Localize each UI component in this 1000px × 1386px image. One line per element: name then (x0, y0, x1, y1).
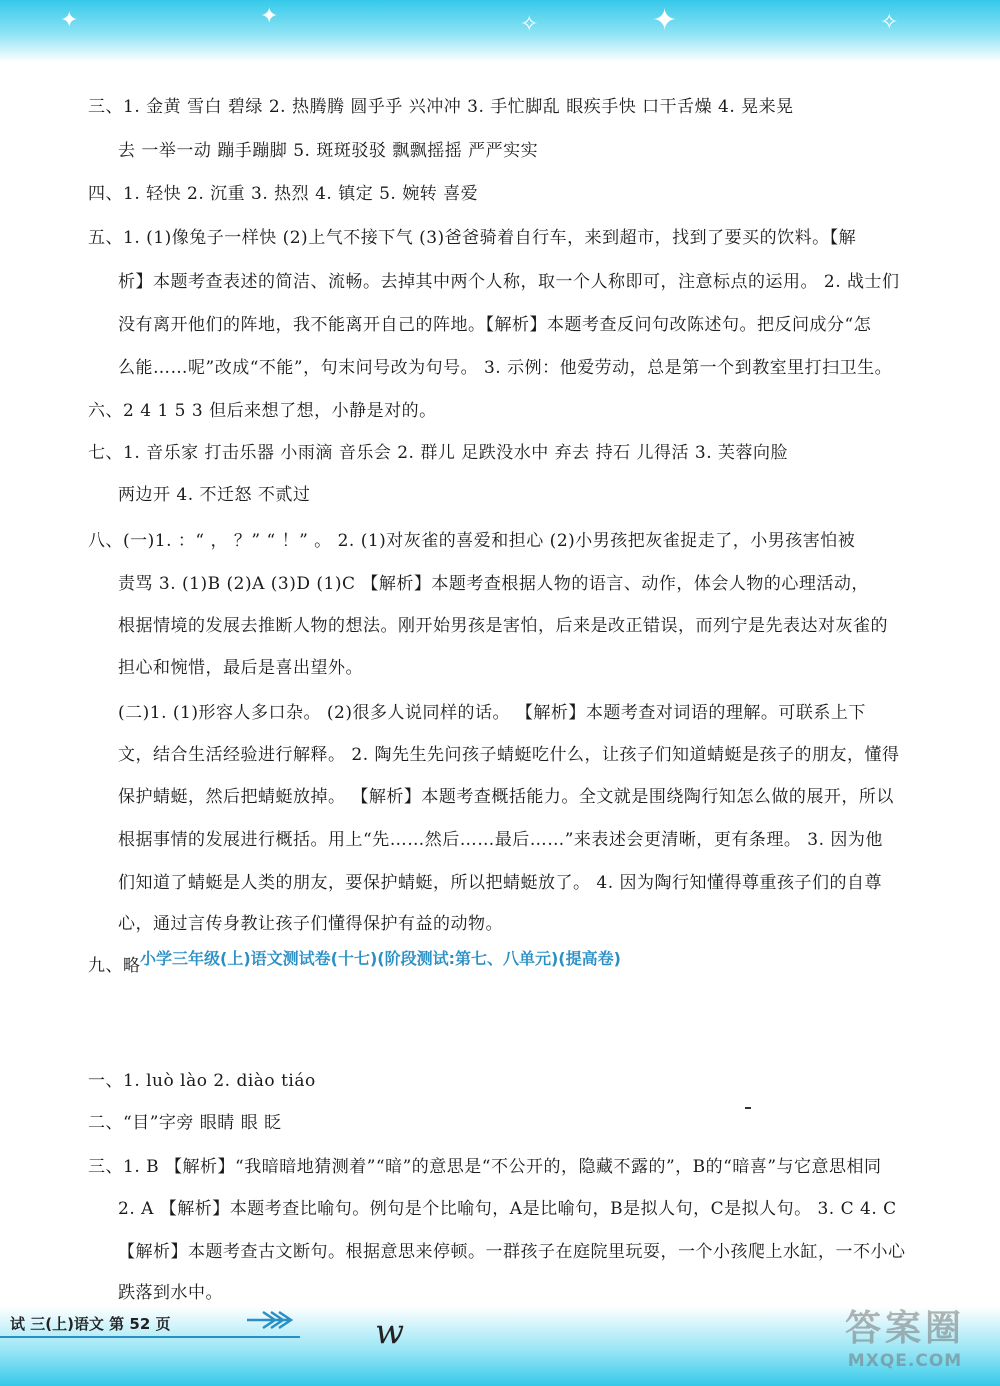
watermark-logo (820, 1300, 990, 1376)
sparkle-icon: ✦ (652, 3, 678, 38)
watermark-text: 答案圈 (844, 1308, 965, 1349)
answer-line: 担心和惋惜，最后是喜出望外。 (118, 658, 363, 678)
answer-line: 五、1. (1)像兔子一样快 (2)上气不接下气 (3)爸爸骑着自行车，来到超市，找到了要买的饮料。【解 (88, 228, 857, 248)
answer-line: 六、2 4 1 5 3 但后来想了想，小静是对的。 (88, 401, 437, 421)
sparkle-icon: ✦ (60, 8, 79, 33)
answer-line: 八、(一)1. ：“ ， ？” “ ！” 。 2. (1)对灰雀的喜爱和担心 (2)小男孩把灰雀捉走了，小男孩害怕被 (88, 531, 856, 551)
answer-line: (二)1. (1)形容人多口杂。 (2)很多人说同样的话。 【解析】本题考查对词语的理解。可联系上下 (118, 703, 866, 723)
section-title: 小学三年级(上)语文测试卷(十七)(阶段测试:第七、八单元)(提高卷) (140, 949, 621, 968)
answer-line: 保护蜻蜓，然后把蜻蜓放掉。 【解析】本题考查概括能力。全文就是围绕陶行知怎么做的展开，所以 (118, 787, 894, 807)
sparkle-icon: ✦ (260, 4, 279, 29)
answer-line: 三、1. 金黄 雪白 碧绿 2. 热腾腾 圆乎乎 兴冲冲 3. 手忙脚乱 眼疾手快 口干舌燥 4. 晃来晃 (88, 97, 794, 117)
watermark-url: MXQE.COM (847, 1351, 963, 1371)
answer-line: 三、1. B 【解析】“我暗暗地猜测着”“暗”的意思是“不公开的，隐藏不露的”，B的“暗喜”与它意思相同 (88, 1157, 882, 1177)
answer-line: 去 一举一动 蹦手蹦脚 5. 斑斑驳驳 飘飘摇摇 严严实实 (118, 141, 539, 161)
answer-line: 九、略 (88, 956, 141, 976)
answer-line: 七、1. 音乐家 打击乐器 小雨滴 音乐会 2. 群儿 足跌没水中 弃去 持石 儿得活 3. 芙蓉向脸 (88, 443, 789, 463)
answer-line: 两边开 4. 不迁怒 不贰过 (118, 485, 311, 505)
answer-line: 们知道了蜻蜓是人类的朋友，要保护蜻蜓，所以把蜻蜓放了。 4. 因为陶行知懂得尊重孩子们的自尊 (118, 873, 883, 893)
answer-line: 心，通过言传身教让孩子们懂得保护有益的动物。 (118, 914, 503, 934)
sparkle-icon: ✧ (520, 12, 539, 37)
arrow-icon (245, 1308, 297, 1336)
handwritten-mark: w (375, 1312, 405, 1352)
answer-line: 2. A 【解析】本题考查比喻句。例句是个比喻句，A是比喻句，B是拟人句，C是拟人句。 3. C 4. C (118, 1199, 897, 1219)
answer-line: 跌落到水中。 (118, 1283, 223, 1303)
top-decorative-band (0, 0, 1000, 62)
answer-line: 析】本题考查表述的简洁、流畅。去掉其中两个人称，取一个人称即可，注意标点的运用。 2. 战士们 (118, 272, 900, 292)
answer-line: 二、“目”字旁 眼睛 眼 眨 (88, 1113, 282, 1133)
answer-line: 文，结合生活经验进行解释。 2. 陶先生先问孩子蜻蜓吃什么，让孩子们知道蜻蜓是孩子的朋友，懂得 (118, 745, 900, 765)
answer-line: 一、1. luò lào 2. diào tiáo (88, 1071, 316, 1091)
answer-line: 没有离开他们的阵地，我不能离开自己的阵地。【解析】本题考查反问句改陈述句。把反问成分“怎 (118, 315, 872, 335)
answer-line: 【解析】本题考查古文断句。根据意思来停顿。一群孩子在庭院里玩耍，一个小孩爬上水缸，一不小心 (118, 1242, 906, 1262)
answer-line: 四、1. 轻快 2. 沉重 3. 热烈 4. 镇定 5. 婉转 喜爱 (88, 184, 479, 204)
answer-line: 责骂 3. (1)B (2)A (3)D (1)C 【解析】本题考查根据人物的语言、动作，体会人物的心理活动， (118, 574, 869, 594)
answer-line: 根据情境的发展去推断人物的想法。刚开始男孩是害怕，后来是改正错误，而列宁是先表达对灰雀的 (118, 616, 888, 636)
stray-mark (745, 1107, 751, 1109)
answer-line: 么能……呢”改成“不能”，句末问号改为句号。 3. 示例：他爱劳动，总是第一个到教室里打扫卫生。 (118, 358, 893, 378)
sparkle-icon: ✧ (880, 10, 899, 35)
page-footer: 试 三(上)语文 第 52 页 (10, 1315, 171, 1333)
answer-line: 根据事情的发展进行概括。用上“先……然后……最后……”来表述会更清晰，更有条理。 3. 因为他 (118, 830, 883, 850)
footer-underline (0, 1336, 300, 1338)
